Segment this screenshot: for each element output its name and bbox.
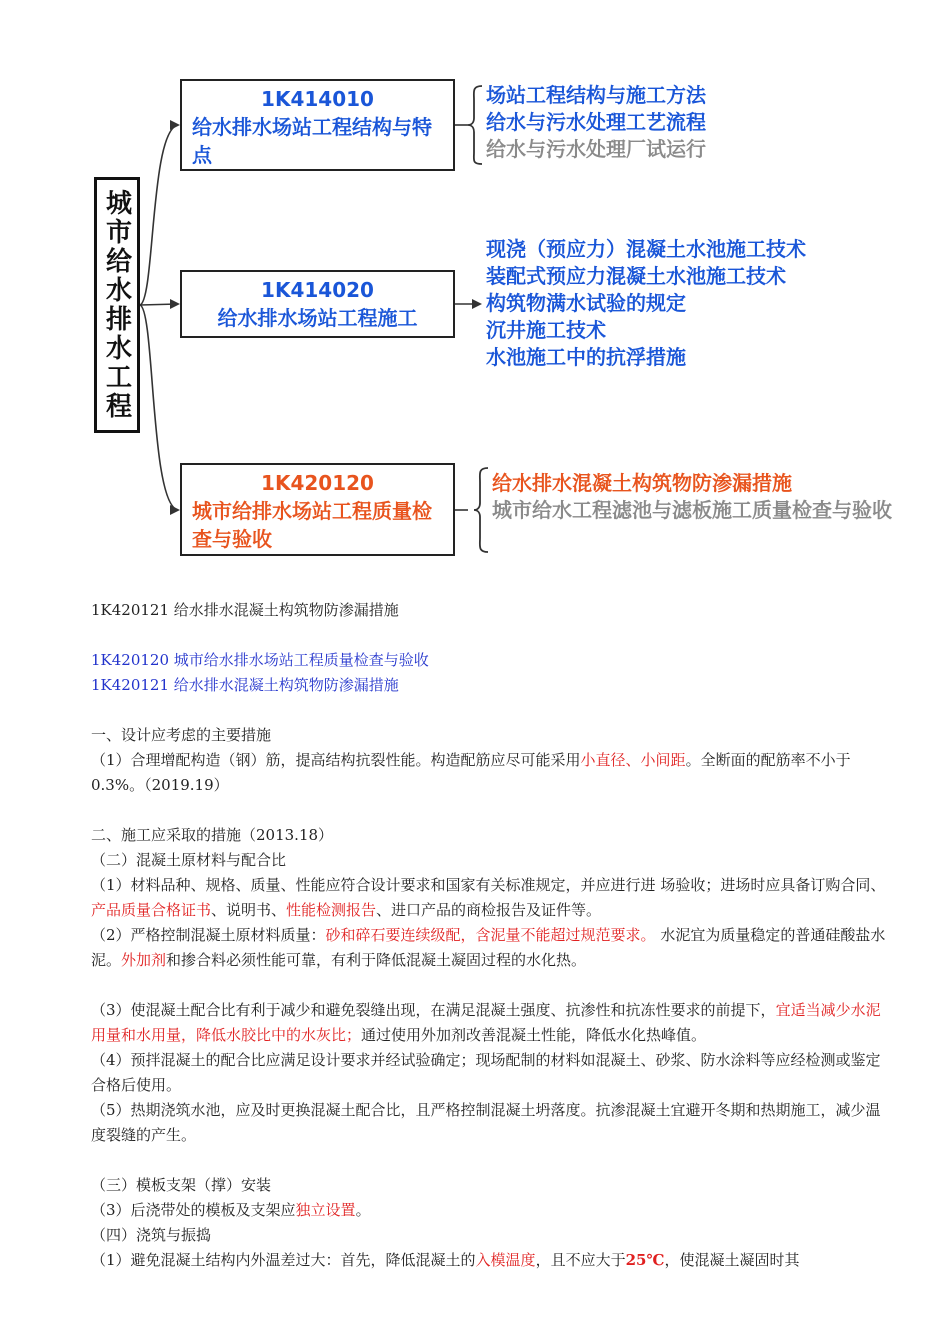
node-code: 1K414010 (261, 87, 374, 111)
node-title: 给水排水场站工程施工 (217, 306, 418, 330)
node-1k414020 (180, 270, 455, 338)
node-code: 1K420120 (261, 471, 374, 495)
paragraph: （4）预拌混凝土的配合比应满足设计要求并经试验确定；现场配制的材料如混凝土、砂浆、防水涂料等应经检测或鉴定合格后使用。 (91, 1051, 881, 1094)
subsection-title: （三）模板支架（撑）安装 (91, 1176, 272, 1194)
paragraph: （1）材料品种、规格、质量、性能应符合设计要求和国家有关标准规定，并应进行进 场验收；进场时应具备订购合同、产品质量合格证书、说明书、性能检测报告、进口产品的商检报告及证件等。 (91, 876, 886, 919)
subsection-title: （二）混凝土原材料与配合比 (91, 851, 287, 869)
list-item: 构筑物满水试验的规定 (486, 291, 686, 315)
paragraph: （2）严格控制混凝土原材料质量：砂和碎石要连续级配，含泥量不能超过规范要求。 水泥宜为质量稳定的普通硅酸盐水泥。外加剂和掺合料必须性能可靠，有利于降低混凝土凝固过程的水化热。 (91, 926, 886, 969)
list-item: 城市给水工程滤池与滤板施工质量检查与验收 (492, 498, 892, 522)
node-3-items (492, 470, 892, 524)
node-2-items (486, 236, 806, 371)
node-code: 1K414020 (261, 278, 374, 302)
node-title: 给水排水场站工程结构与特点 (192, 115, 432, 167)
list-item: 沉井施工技术 (486, 318, 606, 342)
toc-link-1k420120[interactable]: 1K420120 城市给水排水场站工程质量检查与验收 (91, 651, 429, 669)
node-1k420120 (180, 463, 455, 556)
document-body (91, 598, 886, 1273)
section-title-construction: 二、施工应采取的措施（2013.18） (91, 826, 334, 844)
paragraph: （1）避免混凝土结构内外温差过大：首先，降低混凝土的入模温度，且不应大于25℃，使混凝土凝固时其 (91, 1251, 800, 1269)
node-title: 城市给排水场站工程质量检查与验收 (192, 499, 432, 551)
section-heading: 1K420121 给水排水混凝土构筑物防渗漏措施 (91, 601, 399, 619)
list-item: 装配式预应力混凝土水池施工技术 (486, 264, 786, 288)
list-item: 场站工程结构与施工方法 (486, 83, 706, 107)
subsection-title: （四）浇筑与振捣 (91, 1226, 212, 1244)
list-item: 给水与污水处理工艺流程 (486, 110, 706, 134)
paragraph: （5）热期浇筑水池，应及时更换混凝土配合比，且严格控制混凝土坍落度。抗渗混凝土宜避开冬期和热期施工，减少温度裂缝的产生。 (91, 1101, 881, 1144)
paragraph: （3）后浇带处的模板及支架应独立设置。 (91, 1201, 371, 1219)
mind-map (0, 0, 950, 580)
section-title-design: 一、设计应考虑的主要措施 (91, 726, 272, 744)
root-node (94, 177, 140, 433)
paragraph: （1）合理增配构造（钢）筋，提高结构抗裂性能。构造配筋应尽可能采用小直径、小间距。全断面的配筋率不小于 0.3%。（2019.19） (91, 751, 851, 794)
paragraph: （3）使混凝土配合比有利于减少和避免裂缝出现，在满足混凝土强度、抗渗性和抗冻性要求的前提下，宜适当减少水泥用量和水用量，降低水胶比中的水灰比；通过使用外加剂改善混凝土性能，降低水化热峰值。 (91, 1001, 881, 1044)
node-1k414010 (180, 79, 455, 171)
toc-link-1k420121[interactable]: 1K420121 给水排水混凝土构筑物防渗漏措施 (91, 676, 399, 694)
list-item: 水池施工中的抗浮措施 (486, 345, 686, 369)
list-item: 给水排水混凝土构筑物防渗漏措施 (492, 471, 792, 495)
list-item: 现浇（预应力）混凝土水池施工技术 (486, 237, 806, 261)
node-1-items (486, 82, 706, 163)
root-node-label: 城市给水排水工程 (101, 189, 132, 421)
list-item: 给水与污水处理厂试运行 (486, 137, 706, 161)
